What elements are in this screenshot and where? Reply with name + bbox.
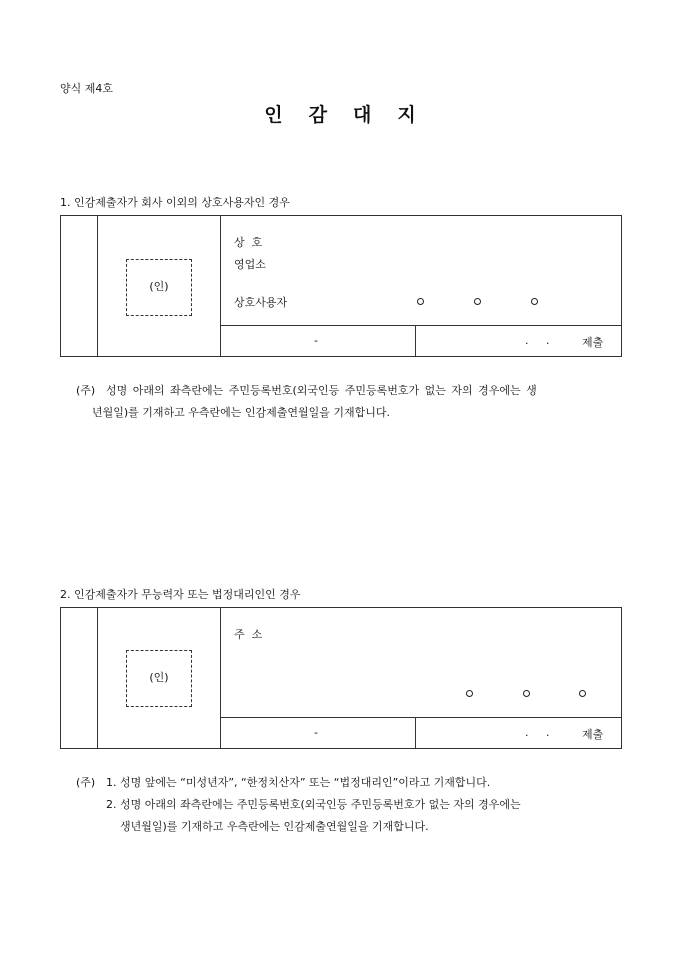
column-divider [220,608,221,748]
note1-line2: 년월일)를 기재하고 우측란에는 인감제출연월일을 기재합니다. [92,406,391,419]
registration-number-field[interactable]: - [314,726,318,739]
form-number: 양식 제4호 [60,82,113,95]
section1-table [60,215,622,357]
column-divider [97,216,98,356]
title-char: 대 [353,104,372,126]
note1-line1: 성명 아래의 좌측란에는 주민등록번호(외국인등 주민등록번호가 없는 자의 경우에는 생 [106,384,537,397]
note2-item1: 1. 성명 앞에는 “미성년자”, “한정치산자” 또는 “법정대리인”이라고 기재합니다. [106,776,491,789]
trade-user-label: 상호사용자 [234,296,288,309]
note2-prefix: (주) [76,776,96,789]
submission-date-field[interactable]: . . [525,726,550,739]
seal-label: (인) [149,280,169,293]
column-divider [220,216,221,356]
section2-heading: 2. 인감제출자가 무능력자 또는 법정대리인인 경우 [60,588,301,601]
title-char: 인 [264,104,283,126]
circle-mark-icon [579,690,586,697]
seal-box[interactable] [126,650,192,707]
registration-number-field[interactable]: - [314,334,318,347]
submit-label: 제출 [582,728,604,741]
address-label: 주 소 [234,628,263,641]
submission-date-field[interactable]: . . [525,334,550,347]
column-divider [97,608,98,748]
document-title [0,100,680,127]
circle-mark-icon [466,690,473,697]
note1-prefix: (주) [76,384,96,397]
section2-table [60,607,622,749]
office-label: 영업소 [234,258,266,271]
row-divider [220,717,621,718]
row-divider [220,325,621,326]
seal-box[interactable] [126,259,192,316]
section1-heading: 1. 인감제출자가 회사 이외의 상호사용자인 경우 [60,196,290,209]
circle-mark-icon [523,690,530,697]
title-char: 감 [308,104,327,126]
submit-label: 제출 [582,336,604,349]
circle-mark-icon [531,298,538,305]
circle-mark-icon [417,298,424,305]
column-divider [415,325,416,356]
trade-name-label: 상 호 [234,236,263,249]
column-divider [415,717,416,748]
seal-label: (인) [149,671,169,684]
title-char: 지 [397,104,416,126]
note2-item2-line2: 생년월일)를 기재하고 우측란에는 인감제출연월일을 기재합니다. [120,820,429,833]
note2-item2-line1: 2. 성명 아래의 좌측란에는 주민등록번호(외국인등 주민등록번호가 없는 자의 경우에는 [106,798,521,811]
circle-mark-icon [474,298,481,305]
